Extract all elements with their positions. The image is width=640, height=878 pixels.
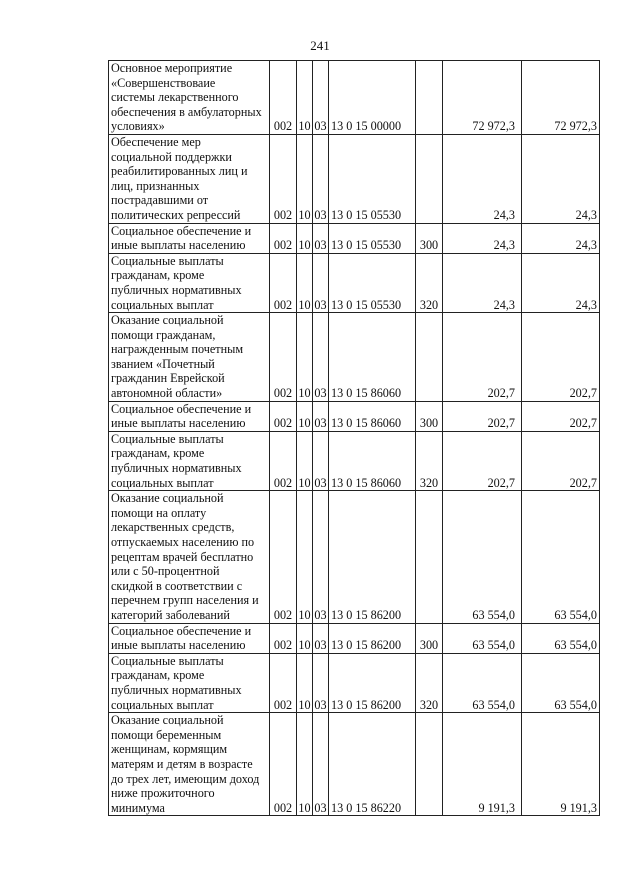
expense-type-cell xyxy=(416,491,443,623)
amount-year-1-cell: 24,3 xyxy=(443,253,522,312)
grbs-code-cell: 002 xyxy=(270,623,297,653)
budget-table xyxy=(108,60,600,816)
subsection-code-cell: 03 xyxy=(313,223,329,253)
table-row xyxy=(109,623,600,653)
amount-year-2-cell: 63 554,0 xyxy=(522,623,600,653)
expense-type-cell: 320 xyxy=(416,431,443,490)
amount-year-1-cell: 24,3 xyxy=(443,223,522,253)
table-row xyxy=(109,431,600,490)
table-row xyxy=(109,313,600,402)
grbs-code-cell: 002 xyxy=(270,653,297,712)
grbs-code-cell: 002 xyxy=(270,313,297,402)
amount-year-1-cell: 9 191,3 xyxy=(443,713,522,816)
expense-type-cell xyxy=(416,313,443,402)
subsection-code-cell: 03 xyxy=(313,313,329,402)
grbs-code-cell: 002 xyxy=(270,491,297,623)
amount-year-1-cell: 202,7 xyxy=(443,431,522,490)
amount-year-1-cell: 24,3 xyxy=(443,134,522,223)
item-name-cell xyxy=(109,61,270,135)
subsection-code-cell: 03 xyxy=(313,401,329,431)
section-code-cell: 10 xyxy=(297,713,313,816)
item-name-text: Социальное обеспечение и иные выплаты населению xyxy=(111,623,252,653)
item-name-cell xyxy=(109,713,270,816)
target-article-cell: 13 0 15 86200 xyxy=(329,653,416,712)
target-article-cell: 13 0 15 86200 xyxy=(329,623,416,653)
table-row xyxy=(109,653,600,712)
item-name-cell xyxy=(109,134,270,223)
target-article-cell: 13 0 15 86060 xyxy=(329,431,416,490)
section-code-cell: 10 xyxy=(297,61,313,135)
amount-year-2-cell: 24,3 xyxy=(522,253,600,312)
section-code-cell: 10 xyxy=(297,431,313,490)
section-code-cell: 10 xyxy=(297,491,313,623)
item-name-cell xyxy=(109,253,270,312)
item-name-text: Социальные выплаты гражданам, кроме публичных нормативных социальных выплат xyxy=(111,431,242,490)
amount-year-1-cell: 63 554,0 xyxy=(443,623,522,653)
section-code-cell: 10 xyxy=(297,253,313,312)
subsection-code-cell: 03 xyxy=(313,134,329,223)
section-code-cell: 10 xyxy=(297,401,313,431)
item-name-text: Оказание социальной помощи на оплату лекарственных средств, отпускаемых населению по рецептам врачей бесплатно или с 50-процентной скидкой в соответствии с перечнем групп населения и категорий заболеваний xyxy=(111,491,259,622)
section-code-cell: 10 xyxy=(297,313,313,402)
expense-type-cell: 320 xyxy=(416,653,443,712)
section-code-cell: 10 xyxy=(297,623,313,653)
subsection-code-cell: 03 xyxy=(313,713,329,816)
amount-year-2-cell: 63 554,0 xyxy=(522,491,600,623)
grbs-code-cell: 002 xyxy=(270,223,297,253)
item-name-cell xyxy=(109,491,270,623)
table-row xyxy=(109,253,600,312)
table-row xyxy=(109,134,600,223)
target-article-cell: 13 0 15 86060 xyxy=(329,401,416,431)
item-name-text: Социальное обеспечение и иные выплаты населению xyxy=(111,223,252,253)
item-name-text: Обеспечение мер социальной поддержки реабилитированных лиц и лиц, признанных пострадавшими от политических репрессий xyxy=(111,134,248,222)
table-row xyxy=(109,713,600,816)
target-article-cell: 13 0 15 86200 xyxy=(329,491,416,623)
item-name-text: Основное мероприятие «Совершенствоваие системы лекарственного обеспечения в амбулаторных условиях» xyxy=(111,61,262,134)
item-name-cell xyxy=(109,313,270,402)
expense-type-cell: 320 xyxy=(416,253,443,312)
amount-year-1-cell: 63 554,0 xyxy=(443,491,522,623)
item-name-cell xyxy=(109,623,270,653)
amount-year-1-cell: 72 972,3 xyxy=(443,61,522,135)
table-row xyxy=(109,491,600,623)
target-article-cell: 13 0 15 05530 xyxy=(329,223,416,253)
item-name-text: Оказание социальной помощи гражданам, награжденным почетным званием «Почетный гражданин Еврейской автономной области» xyxy=(111,313,244,401)
table-row xyxy=(109,223,600,253)
amount-year-2-cell: 63 554,0 xyxy=(522,653,600,712)
amount-year-1-cell: 202,7 xyxy=(443,401,522,431)
amount-year-2-cell: 202,7 xyxy=(522,401,600,431)
target-article-cell: 13 0 15 00000 xyxy=(329,61,416,135)
subsection-code-cell: 03 xyxy=(313,431,329,490)
expense-type-cell: 300 xyxy=(416,223,443,253)
target-article-cell: 13 0 15 86060 xyxy=(329,313,416,402)
table-row xyxy=(109,401,600,431)
item-name-text: Социальные выплаты гражданам, кроме публичных нормативных социальных выплат xyxy=(111,253,242,312)
item-name-cell xyxy=(109,431,270,490)
expense-type-cell: 300 xyxy=(416,401,443,431)
item-name-cell xyxy=(109,223,270,253)
page-number: 241 xyxy=(310,38,330,53)
subsection-code-cell: 03 xyxy=(313,623,329,653)
subsection-code-cell: 03 xyxy=(313,491,329,623)
grbs-code-cell: 002 xyxy=(270,713,297,816)
amount-year-1-cell: 202,7 xyxy=(443,313,522,402)
amount-year-2-cell: 24,3 xyxy=(522,223,600,253)
expense-type-cell xyxy=(416,713,443,816)
expense-type-cell xyxy=(416,61,443,135)
grbs-code-cell: 002 xyxy=(270,431,297,490)
subsection-code-cell: 03 xyxy=(313,653,329,712)
amount-year-2-cell: 9 191,3 xyxy=(522,713,600,816)
target-article-cell: 13 0 15 05530 xyxy=(329,253,416,312)
section-code-cell: 10 xyxy=(297,653,313,712)
amount-year-1-cell: 63 554,0 xyxy=(443,653,522,712)
subsection-code-cell: 03 xyxy=(313,61,329,135)
item-name-text: Оказание социальной помощи беременным женщинам, кормящим матерям и детям в возрасте до трех лет, имеющим доход ниже прожиточного минимума xyxy=(111,713,260,815)
expense-type-cell xyxy=(416,134,443,223)
item-name-cell xyxy=(109,653,270,712)
target-article-cell: 13 0 15 05530 xyxy=(329,134,416,223)
amount-year-2-cell: 202,7 xyxy=(522,313,600,402)
grbs-code-cell: 002 xyxy=(270,134,297,223)
table-row xyxy=(109,61,600,135)
expense-type-cell: 300 xyxy=(416,623,443,653)
section-code-cell: 10 xyxy=(297,134,313,223)
amount-year-2-cell: 24,3 xyxy=(522,134,600,223)
target-article-cell: 13 0 15 86220 xyxy=(329,713,416,816)
amount-year-2-cell: 72 972,3 xyxy=(522,61,600,135)
amount-year-2-cell: 202,7 xyxy=(522,431,600,490)
item-name-cell xyxy=(109,401,270,431)
section-code-cell: 10 xyxy=(297,223,313,253)
grbs-code-cell: 002 xyxy=(270,253,297,312)
item-name-text: Социальные выплаты гражданам, кроме публичных нормативных социальных выплат xyxy=(111,653,242,712)
grbs-code-cell: 002 xyxy=(270,61,297,135)
subsection-code-cell: 03 xyxy=(313,253,329,312)
grbs-code-cell: 002 xyxy=(270,401,297,431)
item-name-text: Социальное обеспечение и иные выплаты населению xyxy=(111,401,252,431)
